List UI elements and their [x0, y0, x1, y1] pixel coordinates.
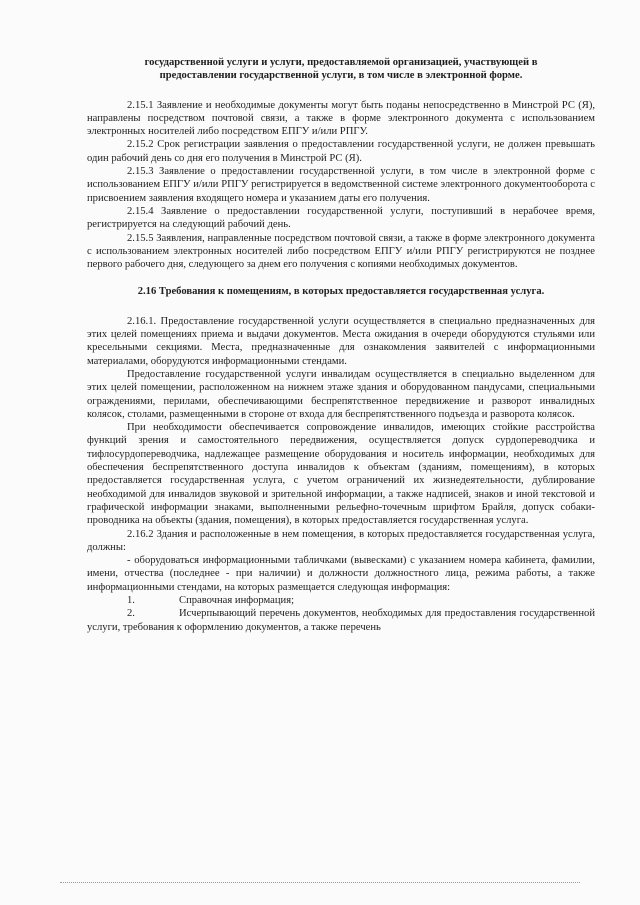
paragraph-2-15-1: 2.15.1 Заявление и необходимые документы могут быть поданы непосредственно в Минстрой РС (Я), направлены посредством почтовой связи, а также в форме электронного документа с использованием электронных носителей либо посредством ЕПГУ и/или РПГУ.: [87, 99, 595, 138]
section-heading-2-16: 2.16 Требования к помещениям, в которых предоставляется государственная услуга.: [137, 286, 545, 298]
list-item-number: 1.: [127, 594, 135, 606]
paragraph-2-15-5: 2.15.5 Заявления, направленные посредством почтовой связи, а также в форме электронного документа с использованием электронных носителей либо посредством ЕПГУ и/или РПГУ регистрируются не позднее первого рабочего дня, следующего за днем его получения с копиями необходимых документов.: [87, 232, 595, 271]
section-heading-continued: государственной услуги и услуги, предоставляемой организацией, участвующей в предоставлении государственной услуги, в том числе в электронной форме.: [144, 57, 538, 82]
paragraph-2-15-2: 2.15.2 Срок регистрации заявления о предоставлении государственной услуги, не должен превышать один рабочий день со дня его получения в Минстрой РС (Я).: [87, 139, 595, 164]
paragraph-assistance: При необходимости обеспечивается сопровождение инвалидов, имеющих стойкие расстройства функций зрения и самостоятельного передвижения, осуществляется допуск сурдопереводчика и тифлосурдопереводчика, надлежащее размещение оборудования и носитель информации, необходимых для обеспечения беспрепятственного доступа инвалидов к объектам (зданиям, помещениям), в которых предоставляется государственная услуга, с учетом ограничений их жизнедеятельности, дублирование необходимой для инвалидов звуковой и зрительной информации, а также надписей, знаков и иной текстовой и графической информации знаками, выполненными рельефно-точечным шрифтом Брайля, допуск собаки-проводника на объекты (здания, помещения), в которых предоставляется государственная услуга.: [87, 422, 595, 527]
document-body: [87, 56, 595, 634]
list-item-number: 2.: [127, 608, 135, 620]
paragraph-disabled-access: Предоставление государственной услуги инвалидам осуществляется в специально выделенном для этих целей помещении, расположенном на нижнем этаже здания и оборудованном пандусами, специальными ограждениями, перилами, обеспечивающими беспрепятственное передвижение и разворот инвалидных колясок, столами, размещенными в стороне от входа для беспрепятственного подъезда и разворота колясок.: [87, 368, 595, 420]
scan-edge-line: [60, 882, 580, 883]
paragraph-2-15-4: 2.15.4 Заявление о предоставлении государственной услуги, поступивший в нерабочее время, регистрируется на следующий рабочий день.: [87, 205, 595, 231]
list-item: [87, 594, 595, 607]
list-item-text: Справочная информация;: [179, 594, 295, 606]
paragraph-signage: - оборудоваться информационными табличками (вывесками) с указанием номера кабинета, фамилии, имени, отчества (последнее - при наличии) и должности должностного лица, режима работы, а также информационными стендами, на которых размещается следующая информация:: [87, 555, 595, 593]
list-item-text: Исчерпывающий перечень документов, необходимых для предоставления государственной услуги, требования к оформлению документов, а также перечень: [87, 608, 595, 633]
paragraph-2-16-1: 2.16.1. Предоставление государственной услуги осуществляется в специально предназначенных для этих целей помещениях приема и выдачи документов. Места ожидания в очереди оборудуются стульями или кресельными секциями. Места, предназначенные для ознакомления заявителей с информационными материалами, оборудуются информационными стендами.: [87, 315, 595, 367]
paragraph-2-16-2: 2.16.2 Здания и расположенные в нем помещения, в которых предоставляется государственная услуга, должны:: [87, 528, 595, 553]
list-item: [87, 607, 595, 634]
paragraph-2-15-3: 2.15.3 Заявление о предоставлении государственной услуги, в том числе в электронной форме с использованием ЕПГУ и/или РПГУ регистрируется в ведомственной системе электронного документооборота с присвоением заявления входящего номера и указанием даты его получения.: [87, 166, 595, 204]
